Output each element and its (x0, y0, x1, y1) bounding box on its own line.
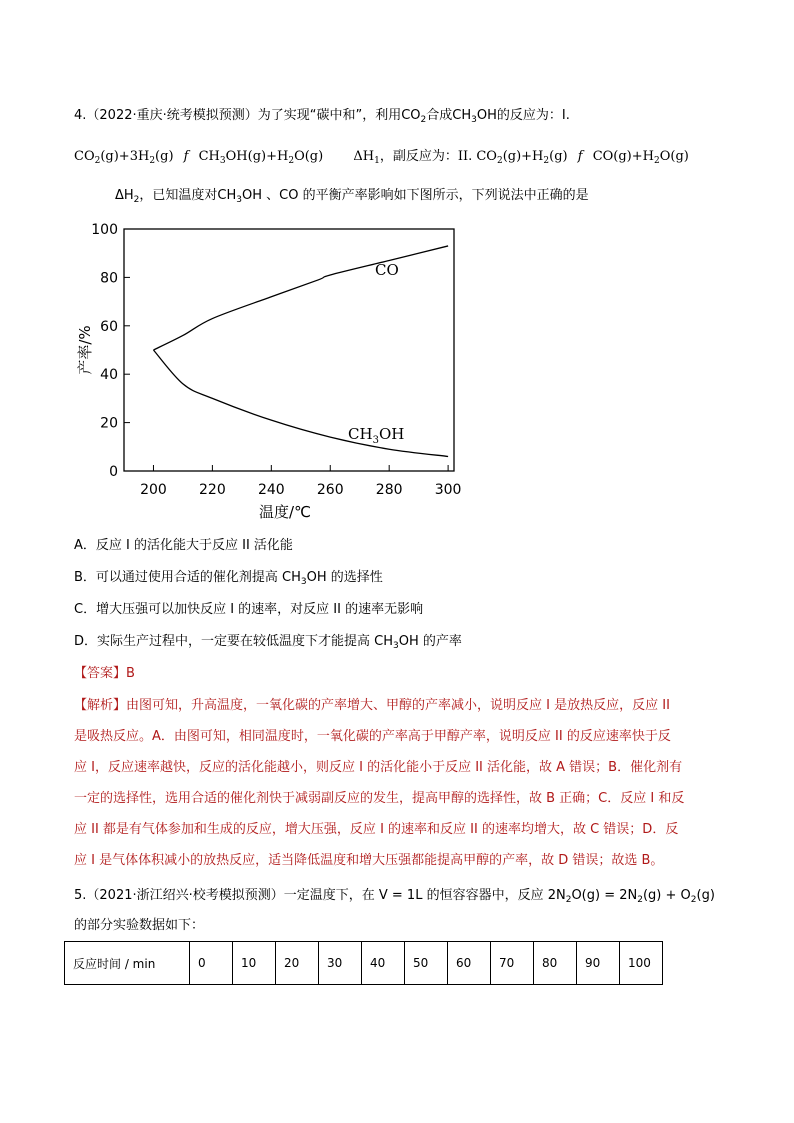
q4-option-a: A．反应 I 的活化能大于反应 II 活化能 (74, 538, 293, 553)
q5-data-table (64, 941, 663, 985)
y-tick-label: 20 (100, 415, 118, 432)
table-cell: 10 (233, 942, 276, 985)
table-cell: 0 (190, 942, 233, 985)
q4-stem-line1: 4.（2022·重庆·统考模拟预测）为了实现“碳中和”，利用$CO_2$合成$CH_3OH$的反应为：I. (74, 108, 570, 125)
x-axis-label: 温度/℃ (259, 503, 311, 521)
table-cell: 40 (362, 942, 405, 985)
q4-equation-line: $CO_2(g)+3H_2(g)$ f $CH_3OH(g)+H_2O(g)$ $\Delta H_1$，副反应为：II. $CO_2(g)+H_2(g)$ f $CO(g)+H_2O(g)$ (74, 149, 689, 166)
y-tick-label: 40 (100, 367, 118, 384)
x-tick-label: 240 (257, 482, 285, 498)
ch3oh-series-label: $CH_3OH$ (348, 425, 405, 446)
y-tick-label: 0 (109, 464, 118, 480)
co-series-label: CO (375, 261, 399, 279)
table-row (65, 942, 663, 985)
q4-analysis-line-6: 应 I 是气体体积减小的放热反应，适当降低温度和增大压强都能提高甲醇的产率，故 D 错误；故选 B。 (74, 853, 664, 868)
table-cell: 60 (448, 942, 491, 985)
table-cell: 80 (534, 942, 577, 985)
x-tick-label: 260 (316, 482, 344, 498)
q4-analysis-line-1: 【解析】由图可知，升高温度，一氧化碳的产率增大、甲醇的产率减小，说明反应 I 是放热反应，反应 II (74, 698, 670, 713)
table-cell: 20 (276, 942, 319, 985)
q4-stem-line3: $\Delta H_2$，已知温度对$CH_3OH$ 、CO 的平衡产率影响如下图所示，下列说法中正确的是 (115, 188, 589, 205)
plot-frame (124, 229, 454, 471)
x-tick-label: 220 (199, 482, 226, 498)
table-cell: 50 (405, 942, 448, 985)
y-tick-label: 60 (100, 318, 118, 335)
table-cell: 90 (577, 942, 620, 985)
y-axis-label: 产率/% (76, 325, 94, 375)
yield-temperature-chart (70, 216, 462, 526)
q4-option-d: D．实际生产过程中，一定要在较低温度下才能提高 $CH_3OH$ 的产率 (74, 634, 462, 651)
q4-analysis-line-3: 应 I，反应速率越快，反应的活化能越小，则反应 I 的活化能小于反应 II 活化能，故 A 错误；B．催化剂有 (74, 760, 683, 775)
table-cell: 30 (319, 942, 362, 985)
x-tick-label: 200 (140, 482, 167, 498)
x-tick-label: 280 (375, 482, 403, 498)
y-tick-label: 100 (91, 222, 118, 238)
y-tick-label: 80 (100, 270, 118, 287)
q4-analysis-line-4: 一定的选择性，选用合适的催化剂快于减弱副反应的发生，提高甲醇的选择性，故 B 正确；C．反应 I 和反 (74, 791, 685, 806)
co-series-line (153, 246, 448, 350)
table-header-cell: 反应时间 / min (65, 942, 190, 985)
q4-option-c: C．增大压强可以加快反应 I 的速率，对反应 II 的速率无影响 (74, 602, 424, 617)
q4-answer: 【答案】B (74, 666, 135, 681)
q4-analysis-line-2: 是吸热反应。A．由图可知，相同温度时，一氧化碳的产率高于甲醇产率，说明反应 II 的反应速率快于反 (74, 729, 671, 744)
table-cell: 100 (620, 942, 663, 985)
table-cell: 70 (491, 942, 534, 985)
q4-option-b: B．可以通过使用合适的催化剂提高 $CH_3OH$ 的选择性 (74, 570, 383, 587)
q5-stem-line1: 5.（2021·浙江绍兴·校考模拟预测）一定温度下，在 V = 1L 的恒容容器中，反应 $2N_2O(g) = 2N_2(g) + O_2(g)$ (74, 888, 715, 905)
x-tick-label: 300 (434, 482, 462, 498)
q4-analysis-line-5: 应 II 都是有气体参加和生成的反应，增大压强，反应 I 的速率和反应 II 的速率均增大，故 C 错误；D．反 (74, 822, 679, 837)
q5-stem-line2: 的部分实验数据如下： (74, 918, 205, 933)
